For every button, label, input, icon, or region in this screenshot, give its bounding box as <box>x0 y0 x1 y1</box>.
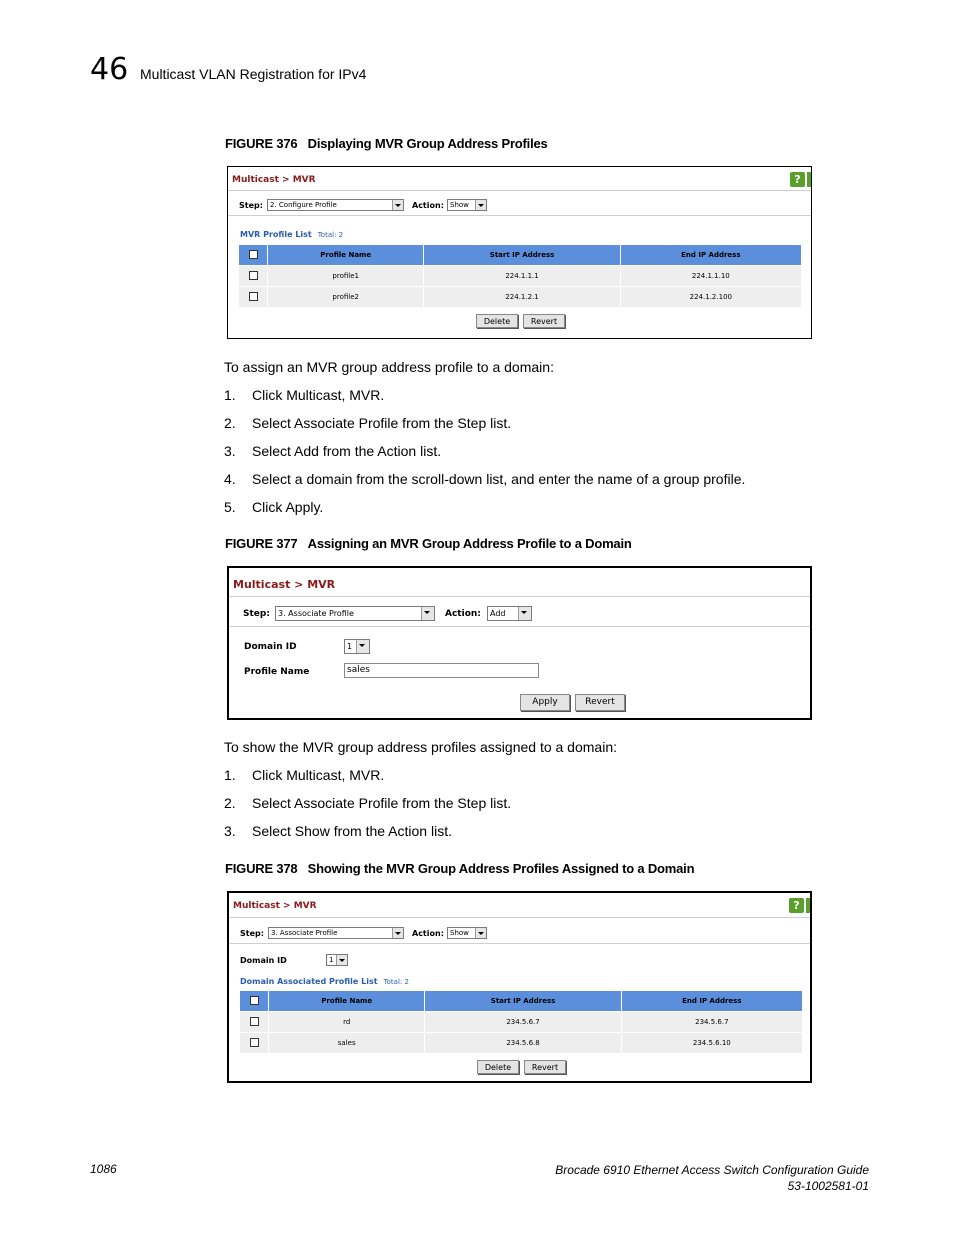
select-all-cell <box>239 245 268 266</box>
row-select-cell <box>240 1012 269 1033</box>
breadcrumb: Multicast > MVR <box>233 578 336 591</box>
cell-profile-name: sales <box>269 1033 425 1054</box>
col-end-ip: End IP Address <box>620 245 801 266</box>
cell-profile-name: profile2 <box>268 287 424 308</box>
chapter-title: Multicast VLAN Registration for IPv4 <box>140 66 367 82</box>
cell-end-ip: 224.1.1.10 <box>620 266 801 287</box>
figure-title: Assigning an MVR Group Address Profile to a Domain <box>307 536 632 551</box>
section-a-intro: To assign an MVR group address profile to a domain: <box>224 359 554 375</box>
step-text: Click Multicast, MVR. <box>252 387 385 403</box>
figure-title: Showing the MVR Group Address Profiles Assigned to a Domain <box>307 861 695 876</box>
col-profile-name: Profile Name <box>268 245 424 266</box>
row-select-cell <box>239 287 268 308</box>
help-icon-edge <box>806 898 810 913</box>
table-row <box>240 1012 803 1033</box>
row-checkbox[interactable] <box>249 271 258 280</box>
action-value: Show <box>450 929 469 937</box>
revert-button[interactable]: Revert <box>524 1060 566 1074</box>
action-value: Add <box>490 609 506 618</box>
step-text: Select Show from the Action list. <box>252 823 452 839</box>
list-title-text: Domain Associated Profile List <box>240 977 378 986</box>
delete-button[interactable]: Delete <box>477 1060 519 1074</box>
cell-end-ip: 234.5.6.7 <box>621 1012 802 1033</box>
col-start-ip: Start IP Address <box>424 245 620 266</box>
step-select[interactable] <box>268 927 404 939</box>
action-value: Show <box>450 201 469 209</box>
figure-title: Displaying MVR Group Address Profiles <box>307 136 548 151</box>
list-item: 3. Select Add from the Action list. <box>224 443 442 459</box>
domain-id-label: Domain ID <box>244 642 297 652</box>
apply-button[interactable]: Apply <box>520 694 570 711</box>
row-checkbox[interactable] <box>250 1017 259 1026</box>
figure-376-screenshot <box>227 166 812 339</box>
figure-label: FIGURE 378 <box>225 861 298 876</box>
figure-378-screenshot <box>227 891 812 1083</box>
cell-start-ip: 234.5.6.7 <box>425 1012 621 1033</box>
step-select[interactable] <box>275 606 435 621</box>
list-item: 2. Select Associate Profile from the Step list. <box>224 795 512 811</box>
step-select[interactable] <box>267 199 404 211</box>
select-all-checkbox[interactable] <box>250 996 259 1005</box>
divider <box>228 215 811 216</box>
action-label: Action: <box>412 929 444 938</box>
figure-377-caption <box>225 536 632 551</box>
step-text: Click Multicast, MVR. <box>252 767 385 783</box>
cell-profile-name: rd <box>269 1012 425 1033</box>
row-select-cell <box>239 266 268 287</box>
cell-end-ip: 224.1.2.100 <box>620 287 801 308</box>
help-icon[interactable]: ? <box>790 172 805 187</box>
step-text: Select a domain from the scroll-down list, and enter the name of a group profile. <box>252 471 746 487</box>
col-profile-name: Profile Name <box>269 991 425 1012</box>
chevron-down-icon <box>475 928 486 938</box>
step-label: Step: <box>243 609 270 619</box>
domain-id-value: 1 <box>329 956 334 964</box>
chevron-down-icon <box>392 200 403 210</box>
help-icon[interactable]: ? <box>789 898 804 913</box>
list-total: Total: 2 <box>317 231 344 239</box>
domain-id-select[interactable] <box>344 639 370 654</box>
divider <box>229 917 810 918</box>
domain-id-select[interactable] <box>326 954 348 966</box>
list-item: 1. Click Multicast, MVR. <box>224 387 385 403</box>
row-select-cell <box>240 1033 269 1054</box>
step-text: Select Associate Profile from the Step list. <box>252 415 512 431</box>
list-title <box>240 230 343 239</box>
table-header-row <box>240 991 803 1012</box>
figure-label: FIGURE 377 <box>225 536 298 551</box>
figure-377-screenshot <box>227 566 812 720</box>
table-row <box>240 1033 803 1054</box>
table-row <box>239 266 802 287</box>
step-value: 2. Configure Profile <box>270 201 337 209</box>
list-item: 2. Select Associate Profile from the Step list. <box>224 415 512 431</box>
domain-id-label: Domain ID <box>240 956 287 965</box>
divider <box>228 190 811 191</box>
chevron-down-icon <box>518 607 531 620</box>
step-text: Select Associate Profile from the Step list. <box>252 795 512 811</box>
cell-profile-name: profile1 <box>268 266 424 287</box>
table-header-row <box>239 245 802 266</box>
divider <box>229 596 810 597</box>
list-title-text: MVR Profile List <box>240 230 312 239</box>
row-checkbox[interactable] <box>250 1038 259 1047</box>
list-title <box>240 977 409 986</box>
row-checkbox[interactable] <box>249 292 258 301</box>
list-item: 1. Click Multicast, MVR. <box>224 767 385 783</box>
section-b-intro: To show the MVR group address profiles assigned to a domain: <box>224 739 617 755</box>
step-label: Step: <box>239 201 263 210</box>
list-total: Total: 2 <box>383 978 409 986</box>
divider <box>229 626 810 627</box>
chevron-down-icon <box>392 928 403 938</box>
list-item: 5. Click Apply. <box>224 499 324 515</box>
step-label: Step: <box>240 929 264 938</box>
profile-name-input[interactable]: sales <box>344 663 539 678</box>
footer-guide-info <box>555 1162 869 1194</box>
step-text: Select Add from the Action list. <box>252 443 442 459</box>
figure-376-caption <box>225 136 548 151</box>
cell-end-ip: 234.5.6.10 <box>621 1033 802 1054</box>
select-all-checkbox[interactable] <box>249 250 258 259</box>
revert-button[interactable]: Revert <box>575 694 625 711</box>
chevron-down-icon <box>421 607 434 620</box>
list-item: 3. Select Show from the Action list. <box>224 823 452 839</box>
profile-name-label: Profile Name <box>244 667 310 677</box>
breadcrumb: Multicast > MVR <box>232 175 316 185</box>
delete-button[interactable]: Delete <box>476 314 518 328</box>
list-item: 4. Select a domain from the scroll-down list, and enter the name of a group profile. <box>224 471 746 487</box>
action-label: Action: <box>445 609 481 619</box>
col-start-ip: Start IP Address <box>425 991 621 1012</box>
guide-title: Brocade 6910 Ethernet Access Switch Configuration Guide <box>555 1163 869 1177</box>
chapter-number: 46 <box>90 52 129 87</box>
page-number: 1086 <box>90 1162 117 1176</box>
chevron-down-icon <box>475 200 486 210</box>
cell-start-ip: 224.1.2.1 <box>424 287 620 308</box>
step-value: 3. Associate Profile <box>271 929 338 937</box>
help-icon-edge <box>807 172 811 187</box>
cell-start-ip: 224.1.1.1 <box>424 266 620 287</box>
figure-label: FIGURE 376 <box>225 136 298 151</box>
cell-start-ip: 234.5.6.8 <box>425 1033 621 1054</box>
table-row <box>239 287 802 308</box>
divider <box>229 943 810 944</box>
action-label: Action: <box>412 201 444 210</box>
select-all-cell <box>240 991 269 1012</box>
figure-378-caption <box>225 861 694 876</box>
chevron-down-icon <box>356 640 369 653</box>
chevron-down-icon <box>336 955 347 965</box>
action-select[interactable] <box>447 927 487 939</box>
action-select[interactable] <box>447 199 487 211</box>
breadcrumb: Multicast > MVR <box>233 901 317 911</box>
step-text: Click Apply. <box>252 499 324 515</box>
step-value: 3. Associate Profile <box>278 609 354 618</box>
revert-button[interactable]: Revert <box>523 314 565 328</box>
profile-table <box>238 244 802 308</box>
domain-id-value: 1 <box>347 642 353 651</box>
domain-profile-table <box>239 990 803 1054</box>
col-end-ip: End IP Address <box>621 991 802 1012</box>
doc-number: 53-1002581-01 <box>787 1179 869 1193</box>
action-select[interactable] <box>487 606 532 621</box>
